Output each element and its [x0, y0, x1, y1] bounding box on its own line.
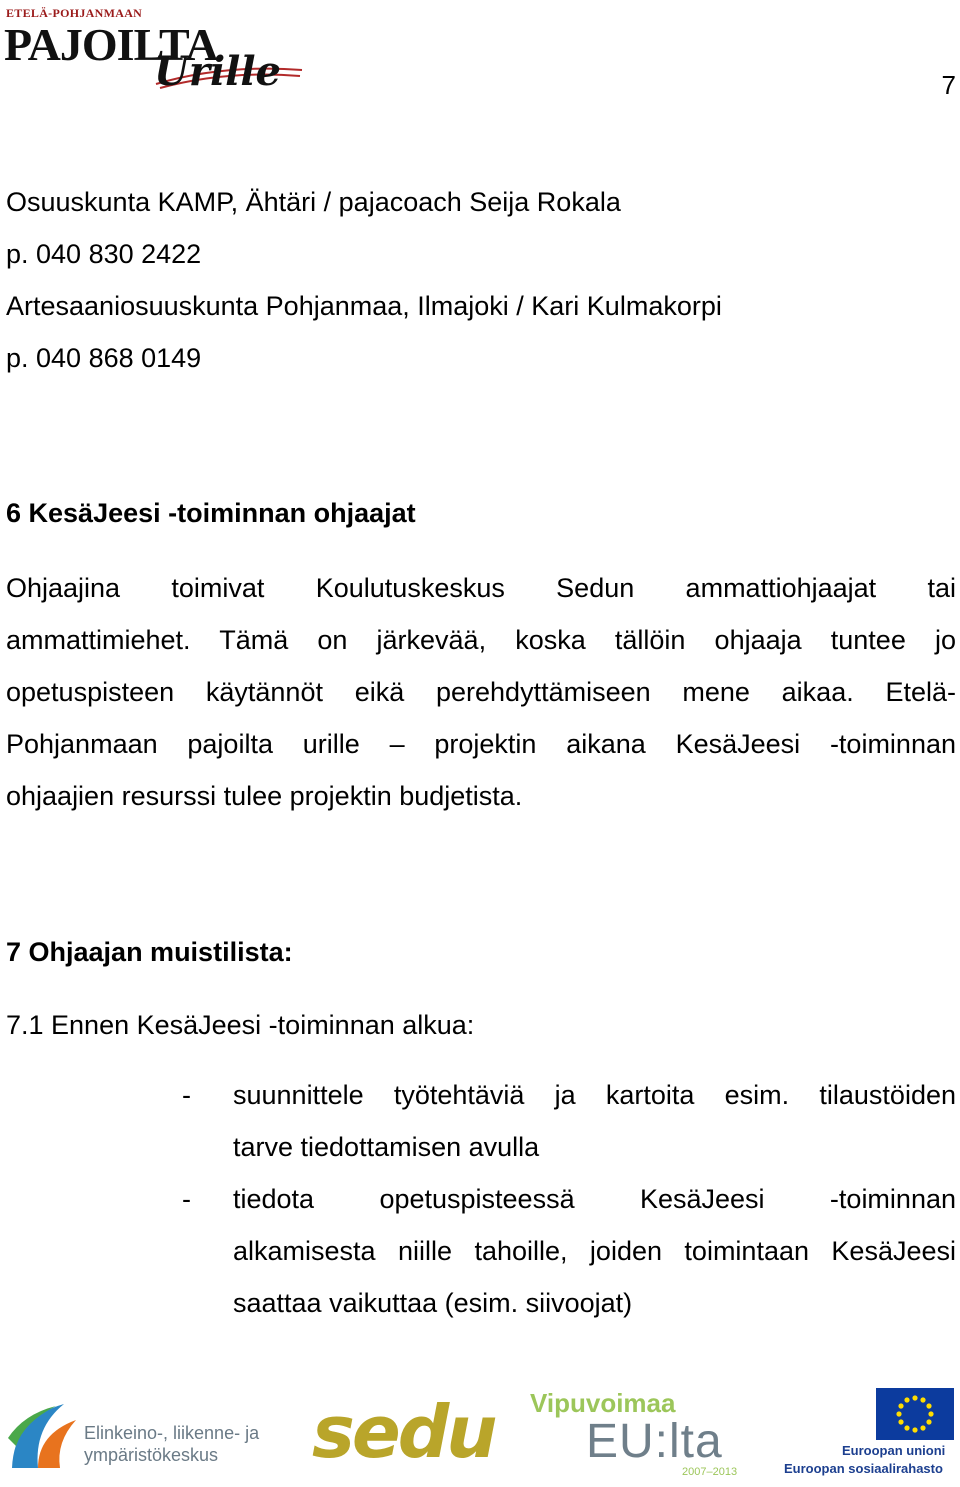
list-dash: - [182, 1184, 191, 1214]
list-item-line: suunnittele työtehtäviä ja kartoita esim. tilaustöiden [233, 1080, 956, 1110]
pajoilta-urille-logo [4, 4, 304, 96]
list-dash: - [182, 1080, 191, 1110]
eu-esf-logo [782, 1388, 958, 1480]
eu-flag-icon [876, 1388, 954, 1440]
vipu-years: 2007–2013 [682, 1466, 738, 1478]
list-item-line: tiedota opetuspisteessä KesäJeesi -toiminnan [233, 1184, 956, 1214]
logo-big-text: PAJOILTA [4, 19, 218, 70]
list-item-line: saattaa vaikuttaa (esim. siivoojat) [233, 1288, 633, 1318]
contact-line: p. 040 868 0149 [6, 343, 202, 373]
vipu-title: Vipuvoimaa [530, 1388, 676, 1418]
list-item-line: tarve tiedottamisen avulla [233, 1132, 540, 1162]
paragraph-line: ammattimiehet. Tämä on järkevää, koska tällöin ohjaaja tuntee jo [6, 625, 956, 655]
logo-script-text: Urille [154, 48, 281, 95]
page-number: 7 [941, 70, 956, 100]
ely-text: Elinkeino-, liikenne- ja ympäristökeskus [84, 1423, 260, 1465]
vipuvoimaa-eu-logo [528, 1388, 748, 1480]
contact-line: p. 040 830 2422 [6, 239, 202, 269]
subsection-heading: 7.1 Ennen KesäJeesi -toiminnan alkua: [6, 1010, 475, 1040]
list-item-line: alkamisesta niille tahoille, joiden toimintaan KesäJeesi [233, 1236, 956, 1266]
eu-esf-text: Euroopan sosiaalirahasto [784, 1461, 943, 1476]
contact-line: Artesaaniosuuskunta Pohjanmaa, Ilmajoki / Kari Kulmakorpi [6, 291, 722, 321]
section-heading: 6 KesäJeesi -toiminnan ohjaajat [6, 498, 416, 528]
contact-line: Osuuskunta KAMP, Ähtäri / pajacoach Seija Rokala [6, 187, 621, 217]
ely-centre-logo [4, 1388, 279, 1480]
ely-emblem-icon [4, 1398, 80, 1474]
vipu-eu-text: EU:lta [586, 1415, 723, 1468]
paragraph-line: Pohjanmaan pajoilta urille – projektin aikana KesäJeesi -toiminnan [6, 729, 956, 759]
eu-union-text: Euroopan unioni [842, 1443, 946, 1458]
sedu-logo [312, 1388, 495, 1480]
paragraph-line: Ohjaajina toimivat Koulutuskeskus Sedun ammattiohjaajat tai [6, 573, 956, 603]
logo-small-text: ETELÄ-POHJANMAAN [6, 6, 143, 20]
section-heading: 7 Ohjaajan muistilista: [6, 937, 293, 967]
paragraph-line: opetuspisteen käytännöt eikä perehdyttämiseen mene aikaa. Etelä- [6, 677, 956, 707]
paragraph-line: ohjaajien resurssi tulee projektin budjetista. [6, 781, 523, 811]
sedu-text: sedu [312, 1390, 495, 1474]
eu-stars-icon [876, 1388, 954, 1440]
